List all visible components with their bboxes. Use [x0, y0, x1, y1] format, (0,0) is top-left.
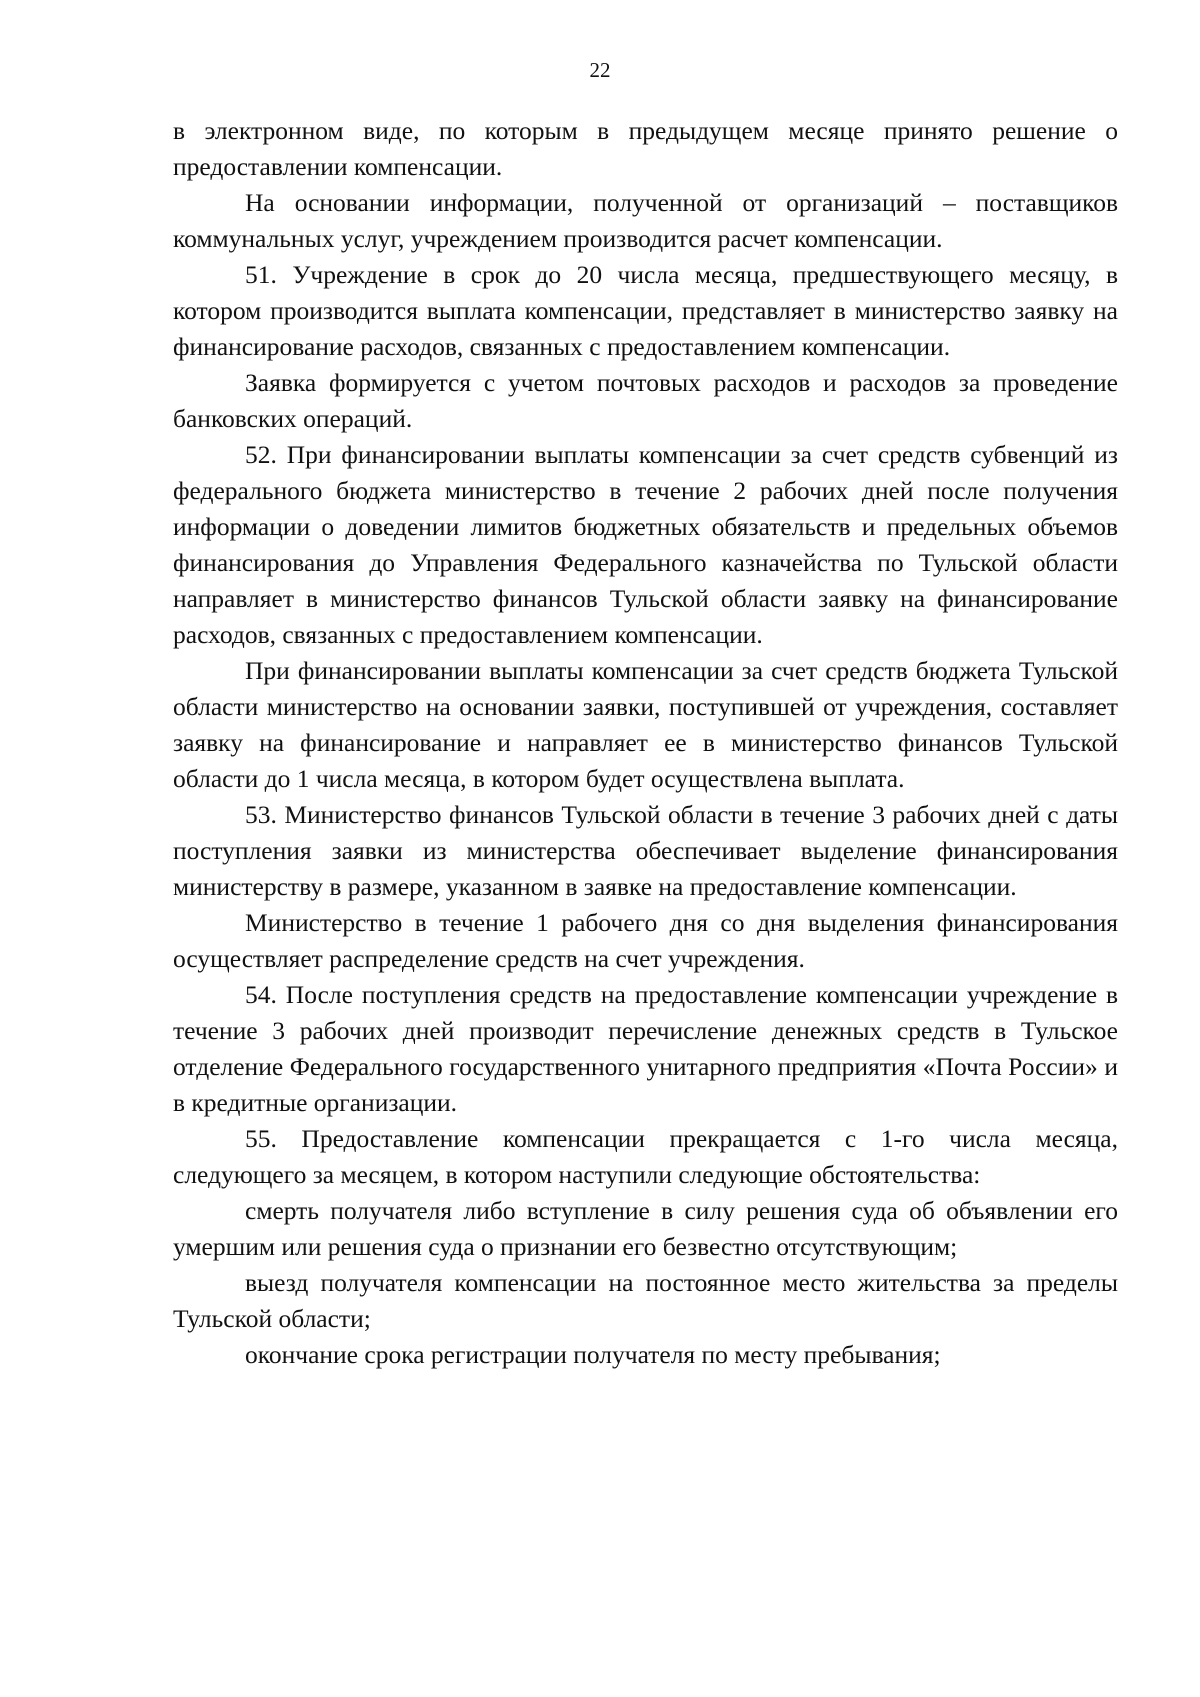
paragraph-regional-budget-financing: При финансировании выплаты компенсации за счет средств бюджета Тульской области министерство на основании заявки, поступившей от учреждения, составляет заявку на финансирование и направляет ее в министерство финансов Тульской области до 1 числа месяца, в котором будет осуществлена выплата.	[173, 656, 1118, 793]
paragraph-item-52: 52. При финансировании выплаты компенсации за счет средств субвенций из федерального бюджета министерство в течение 2 рабочих дней после получения информации о доведении лимитов бюджетных обязательств и предельных объемов финансирования до Управления Федерального казначейства по Тульской области направляет в министерство финансов Тульской области заявку на финансирование расходов, связанных с предоставлением компенсации.	[173, 440, 1118, 649]
paragraph-condition-death: смерть получателя либо вступление в силу решения суда об объявлении его умершим или решения суда о признании его безвестно отсутствующим;	[173, 1196, 1118, 1261]
document-body	[173, 113, 1118, 1373]
paragraph-item-51: 51. Учреждение в срок до 20 числа месяца, предшествующего месяцу, в котором производится выплата компенсации, представляет в министерство заявку на финансирование расходов, связанных с предоставлением компенсации.	[173, 260, 1118, 361]
page-number: 22	[589, 58, 611, 82]
paragraph-continuation: в электронном виде, по которым в предыдущем месяце принято решение о предоставлении компенсации.	[173, 116, 1118, 181]
paragraph-item-54: 54. После поступления средств на предоставление компенсации учреждение в течение 3 рабочих дней производит перечисление денежных средств в Тульское отделение Федерального государственного унитарного предприятия «Почта России» и в кредитные организации.	[173, 980, 1118, 1117]
paragraph-condition-registration-end: окончание срока регистрации получателя по месту пребывания;	[245, 1340, 941, 1369]
paragraph-item-53: 53. Министерство финансов Тульской области в течение 3 рабочих дней с даты поступления заявки из министерства обеспечивает выделение финансирования министерству в размере, указанном в заявке на предоставление компенсации.	[173, 800, 1118, 901]
paragraph-item-55: 55. Предоставление компенсации прекращается с 1-го числа месяца, следующего за месяцем, в котором наступили следующие обстоятельства:	[173, 1124, 1118, 1189]
paragraph-funds-distribution: Министерство в течение 1 рабочего дня со дня выделения финансирования осуществляет распределение средств на счет учреждения.	[173, 908, 1118, 973]
paragraph-application-formation: Заявка формируется с учетом почтовых расходов и расходов за проведение банковских операций.	[173, 368, 1118, 433]
paragraph-condition-relocation: выезд получателя компенсации на постоянное место жительства за пределы Тульской области;	[173, 1268, 1118, 1333]
paragraph-supplier-info: На основании информации, полученной от организаций – поставщиков коммунальных услуг, учреждением производится расчет компенсации.	[173, 188, 1118, 253]
